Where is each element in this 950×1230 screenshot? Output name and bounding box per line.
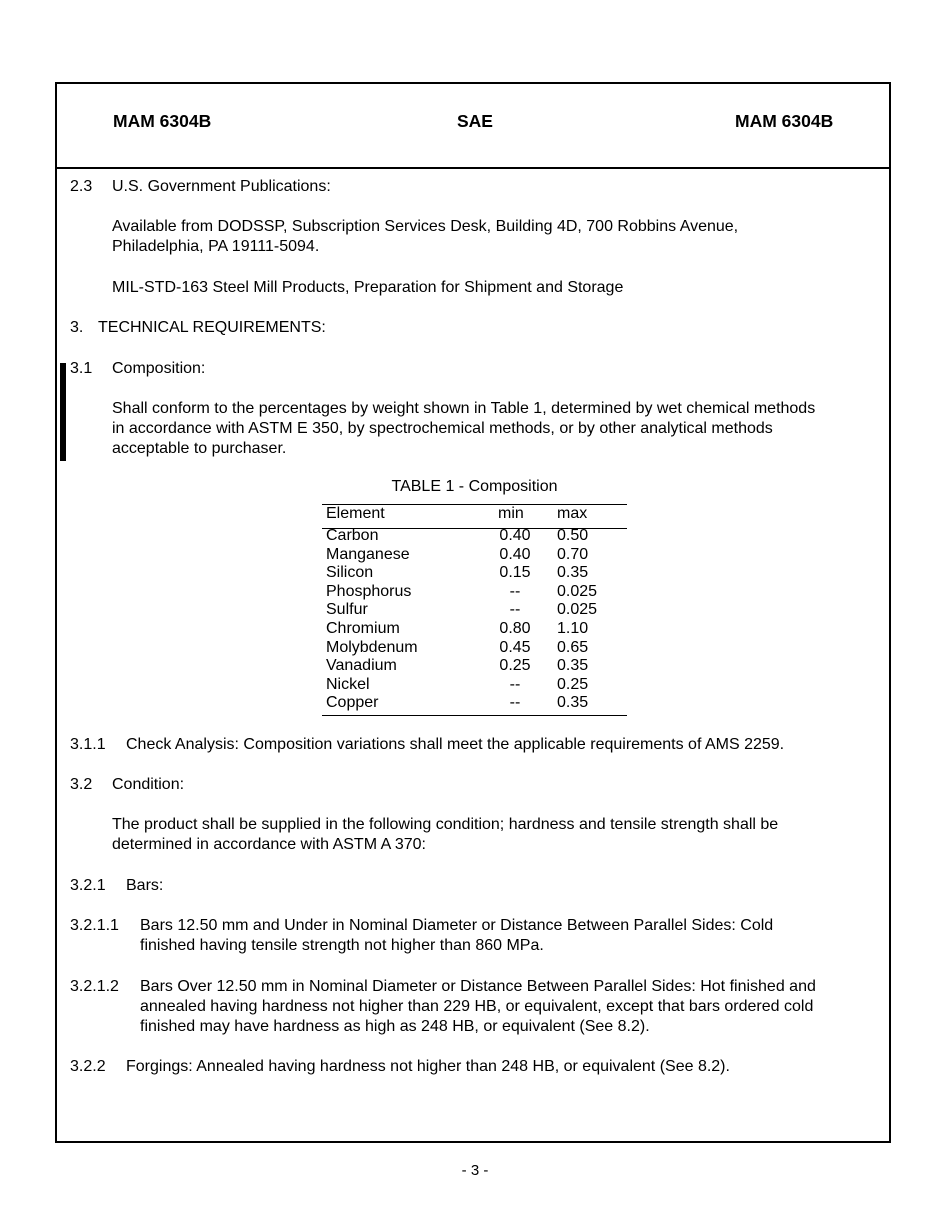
table-cell-max: 0.65 [557,638,589,656]
table-cell-min: 0.40 [499,545,531,563]
paragraph-line: Shall conform to the percentages by weight shown in Table 1, determined by wet chemical methods [112,400,816,417]
table-cell-max: 0.50 [557,527,589,544]
table-cell-max: 0.70 [557,545,589,563]
table-cell-min: 0.25 [499,657,531,675]
table-bottom-rule [322,715,627,716]
header-doc-id-right: MAM 6304B [735,111,834,131]
table-cell-min: -- [509,601,521,619]
paragraph-line: acceptable to purchaser. [112,440,287,457]
table-cell-element: Carbon [326,527,379,544]
section-title: U.S. Government Publications: [112,178,331,195]
paragraph-line: Check Analysis: Composition variations shall meet the applicable requirements of AMS 2259. [126,736,785,753]
paragraph-line: MIL-STD-163 Steel Mill Products, Preparation for Shipment and Storage [112,279,624,296]
table-cell-element: Manganese [326,545,410,563]
paragraph-line: determined in accordance with ASTM A 370: [112,836,426,853]
table-cell-element: Vanadium [326,657,397,675]
section-number: 3.2.1.2 [70,978,119,995]
table-cell-max: 0.35 [557,657,589,675]
table-cell-element: Nickel [326,675,370,693]
table-cell-element: Silicon [326,564,374,582]
table-cell-min: 0.15 [499,564,531,582]
table-cell-max: 1.10 [557,620,589,637]
section-title: Condition: [112,776,185,793]
table-cell-min: 0.80 [499,620,531,637]
section-number: 3.1.1 [70,736,106,753]
section-title: TECHNICAL REQUIREMENTS: [98,319,326,336]
paragraph-line: in accordance with ASTM E 350, by spectrochemical methods, or by other analytical methods [112,420,773,437]
table-header-min: min [498,505,524,522]
section-title: Bars: [126,877,164,894]
section-title: Composition: [112,360,206,377]
revision-change-bar [60,363,66,461]
table-cell-min: -- [509,675,521,693]
paragraph-line: finished may have hardness as high as 248 HB, or equivalent (See 8.2). [140,1018,650,1035]
table-caption: TABLE 1 - Composition [391,478,558,495]
table-cell-min: 0.40 [499,527,531,544]
section-number: 3.2 [70,776,93,793]
table-cell-element: Molybdenum [326,638,418,656]
section-number: 3. [70,319,84,336]
table-cell-element: Chromium [326,620,400,637]
table-cell-max: 0.025 [557,582,598,600]
table-cell-max: 0.25 [557,675,589,693]
paragraph-line: annealed having hardness not higher than 229 HB, or equivalent, except that bars ordered cold [140,998,814,1015]
page-header [57,84,889,169]
paragraph-line: finished having tensile strength not higher than 860 MPa. [140,937,544,954]
table-header-element: Element [326,505,385,522]
paragraph-line: Bars Over 12.50 mm in Nominal Diameter or Distance Between Parallel Sides: Hot finished and [140,978,816,995]
section-number: 2.3 [70,178,93,195]
table-cell-max: 0.025 [557,601,598,619]
table-cell-max: 0.35 [557,694,589,712]
table-cell-element: Copper [326,694,379,712]
paragraph-line: Forgings: Annealed having hardness not higher than 248 HB, or equivalent (See 8.2). [126,1058,730,1075]
table-cell-min: -- [509,582,521,600]
paragraph-line: Philadelphia, PA 19111-5094. [112,238,320,255]
table-header-max: max [557,505,588,522]
paragraph-line: Available from DODSSP, Subscription Services Desk, Building 4D, 700 Robbins Avenue, [112,218,739,235]
table-cell-max: 0.35 [557,564,589,582]
header-org: SAE [457,111,493,131]
paragraph-line: The product shall be supplied in the following condition; hardness and tensile strength shall be [112,816,779,833]
section-number: 3.2.1.1 [70,917,119,934]
table-cell-element: Phosphorus [326,582,412,600]
table-cell-min: -- [509,694,521,712]
section-number: 3.2.1 [70,877,106,894]
page-number: - 3 - [461,1162,489,1179]
section-number: 3.1 [70,360,93,377]
paragraph-line: Bars 12.50 mm and Under in Nominal Diameter or Distance Between Parallel Sides: Cold [140,917,774,934]
table-cell-min: 0.45 [499,638,531,656]
header-doc-id-left: MAM 6304B [113,111,212,131]
table-cell-element: Sulfur [326,601,368,619]
section-number: 3.2.2 [70,1058,106,1075]
